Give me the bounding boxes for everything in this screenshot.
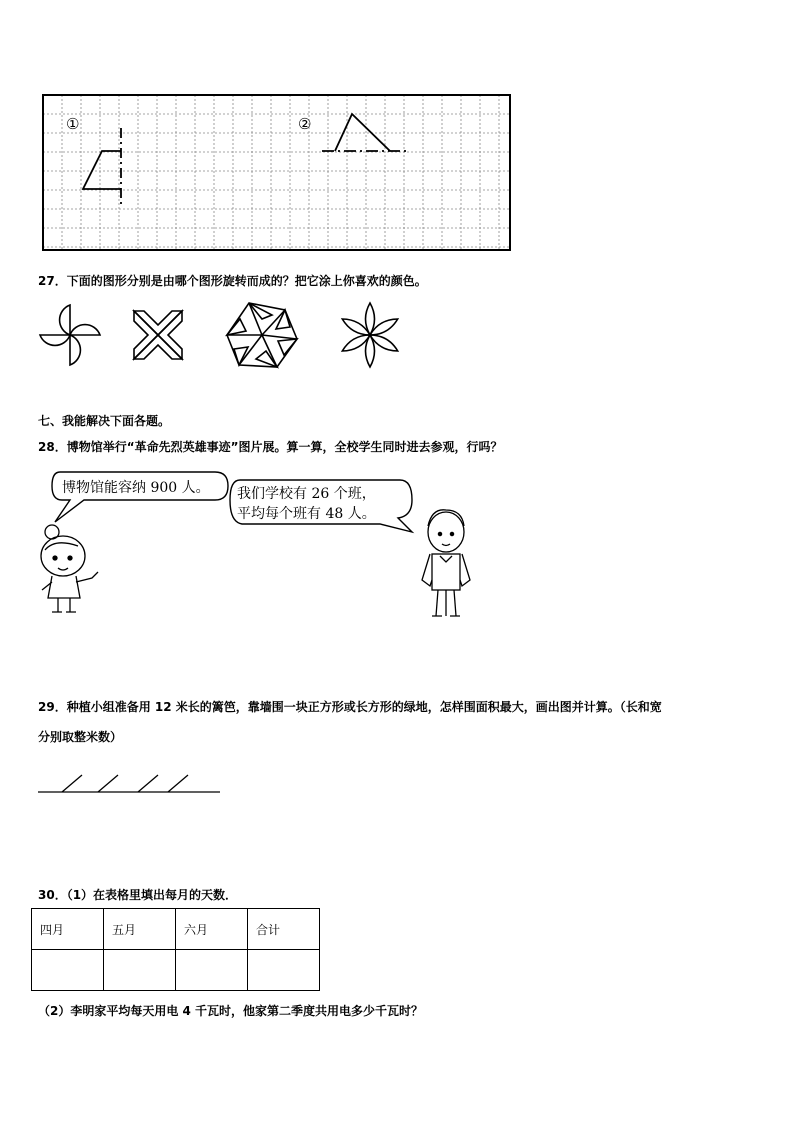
wall-diagram — [0, 770, 794, 800]
pinwheel-figure — [40, 305, 100, 365]
right-bubble-line2: 平均每个班有 48 人。 — [237, 506, 376, 522]
question-29-line2: 分别取整米数） — [38, 730, 123, 744]
figure-2-label: ② — [298, 115, 312, 133]
right-bubble-line1: 我们学校有 26 个班， — [237, 486, 376, 502]
figure-1-half-trapezoid — [83, 128, 121, 208]
table-header-may: 五月 — [104, 909, 176, 950]
table-cell-april-days[interactable] — [32, 950, 104, 991]
question-30-part2: （2）李明家平均每天用电 4 千瓦时，他家第二季度共用电多少千瓦时？ — [38, 1004, 424, 1018]
table-header-total: 合计 — [248, 909, 320, 950]
table-header-june: 六月 — [176, 909, 248, 950]
question-28: 28．博物馆举行“革命先烈英雄事迹”图片展。算一算，全校学生同时进去参观，行吗？ — [38, 440, 503, 454]
hexagon-figure — [227, 303, 297, 367]
figure-1-label: ① — [66, 115, 80, 133]
x-shape-figure — [134, 311, 182, 359]
table-cell-total-days[interactable] — [248, 950, 320, 991]
table-cell-may-days[interactable] — [104, 950, 176, 991]
girl-cartoon — [41, 525, 98, 612]
question-29-line1: 29．种植小组准备用 12 米长的篱笆，靠墙围一块正方形或长方形的绿地，怎样围面积最大，画出图并计算。（长和宽 — [38, 700, 662, 714]
question-30-part1: 30．（1）在表格里填出每月的天数． — [38, 888, 238, 902]
section-7-heading: 七、我能解决下面各题。 — [38, 414, 171, 428]
left-bubble-text: 博物馆能容纳 900 人。 — [62, 480, 210, 496]
table-cell-june-days[interactable] — [176, 950, 248, 991]
question-27: 27．下面的图形分别是由哪个图形旋转而成的？把它涂上你喜欢的颜色。 — [38, 274, 427, 288]
table-header-april: 四月 — [32, 909, 104, 950]
month-days-table — [31, 908, 320, 991]
boy-cartoon — [422, 510, 470, 616]
dotted-grid — [43, 95, 510, 250]
grid-border — [43, 95, 510, 250]
grid-figure — [0, 0, 794, 260]
flower-figure — [340, 303, 400, 367]
rotation-figures — [0, 295, 794, 375]
